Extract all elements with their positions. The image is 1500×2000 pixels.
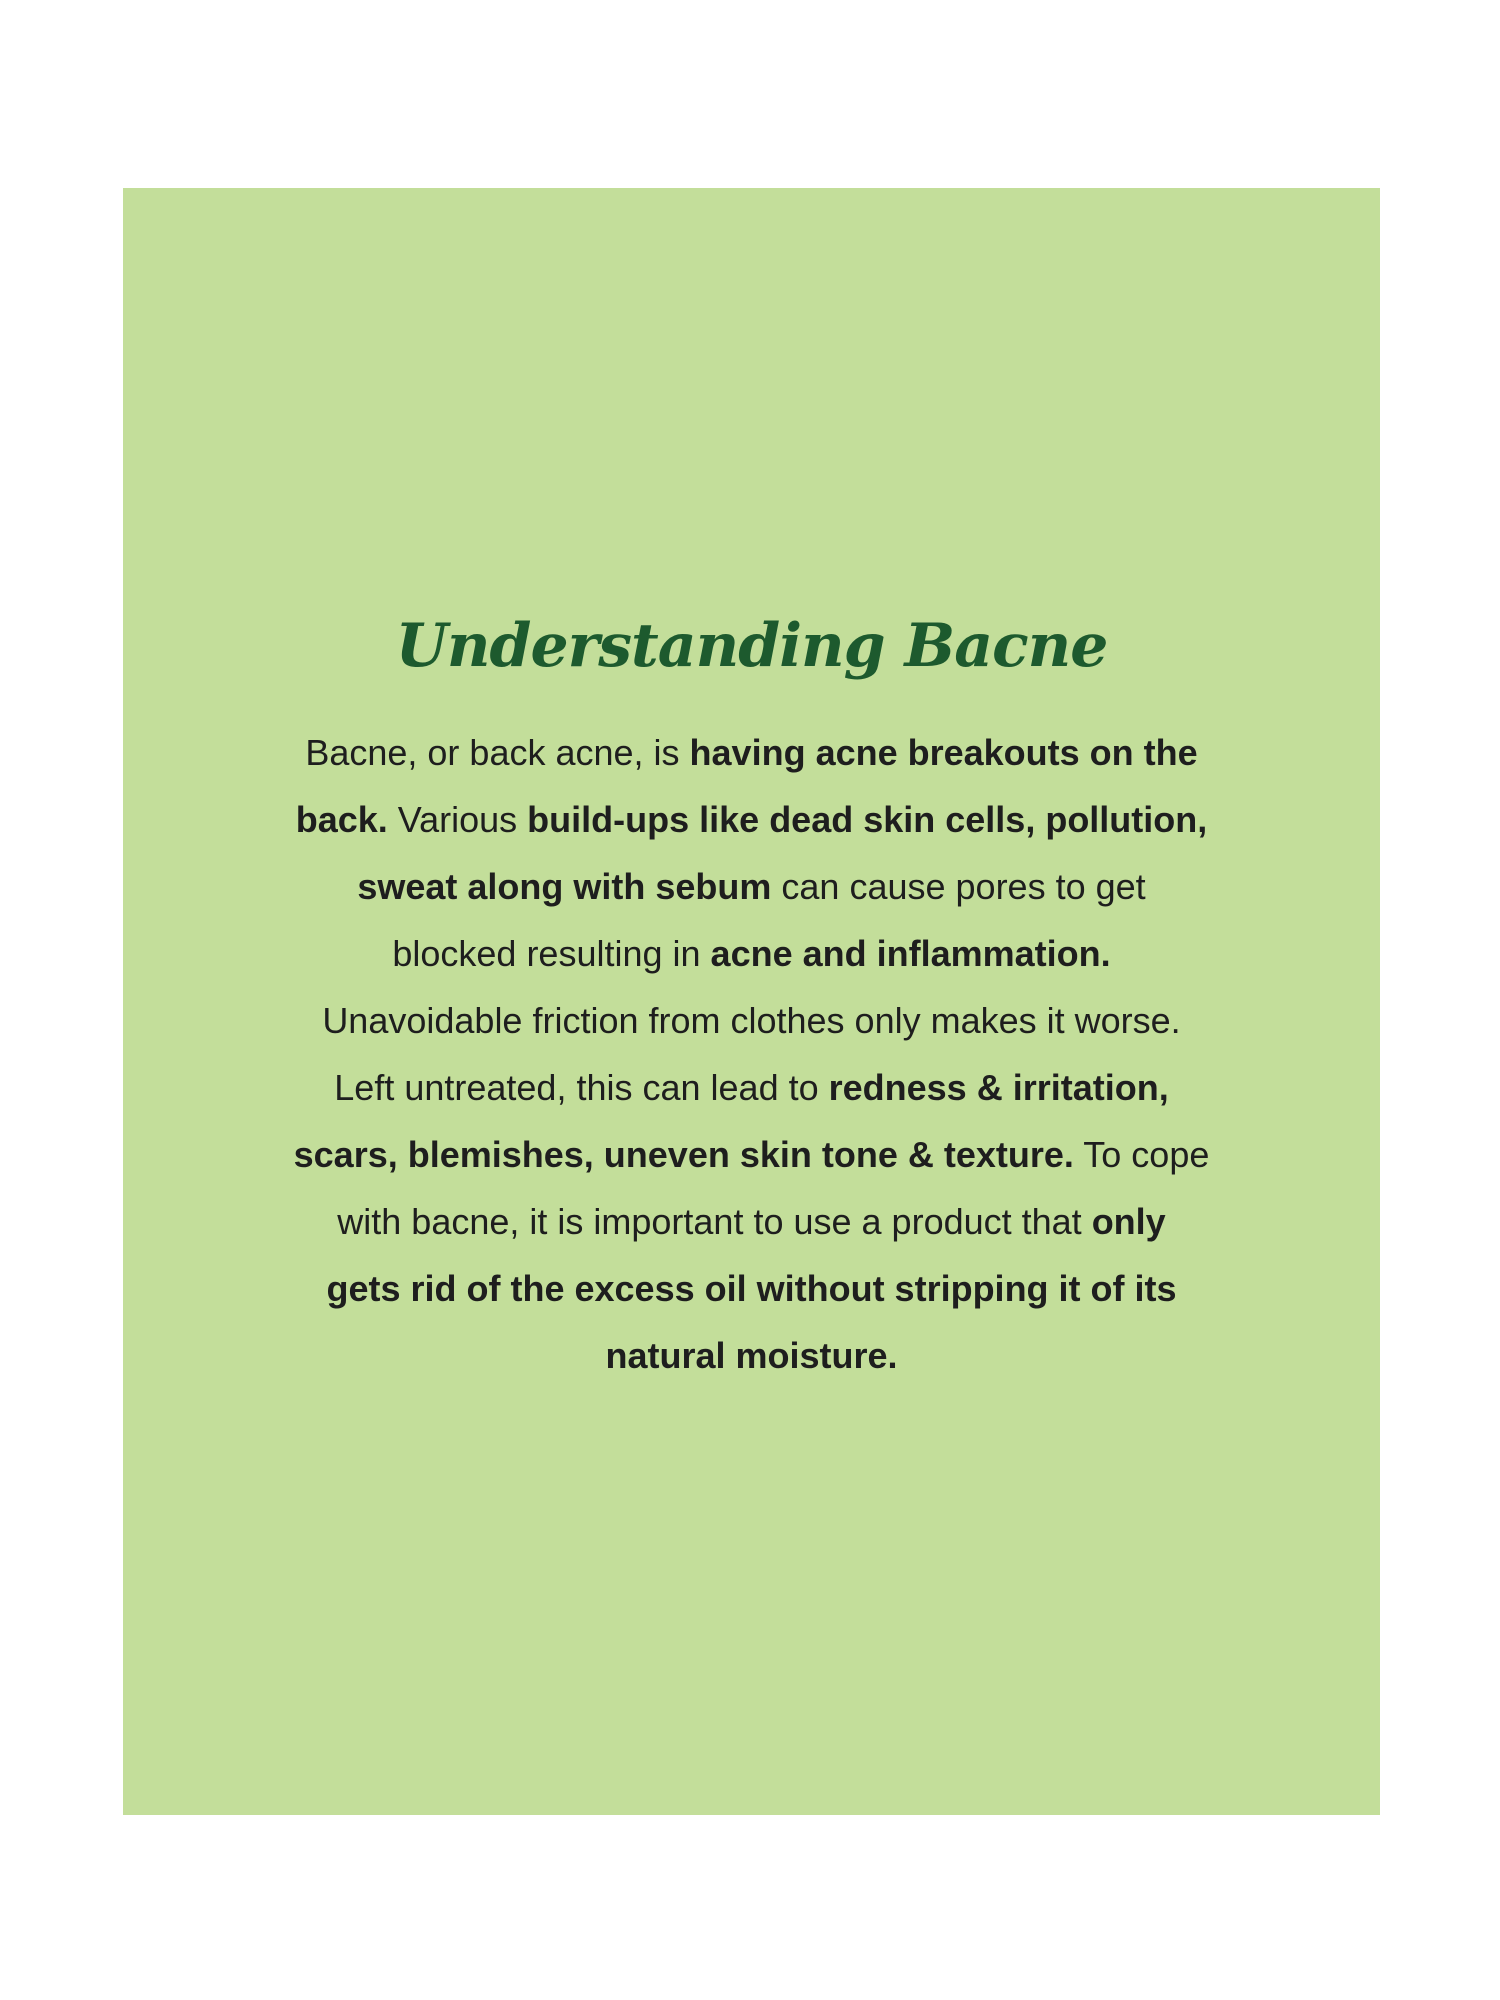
bold-text-run: natural moisture. <box>605 1335 898 1376</box>
text-run: Left untreated, this can lead to <box>334 1067 829 1108</box>
paragraph-line <box>123 1054 1380 1121</box>
bold-text-run: sweat along with sebum <box>357 866 772 907</box>
bold-text-run: scars, blemishes, uneven skin tone & texture. <box>293 1134 1074 1175</box>
bold-text-run: back. <box>295 799 388 840</box>
paragraph-line <box>123 1255 1380 1322</box>
paragraph-line <box>123 786 1380 853</box>
text-run: Unavoidable friction from clothes only makes it worse. <box>322 1000 1181 1041</box>
paragraph-line <box>123 719 1380 786</box>
bold-text-run: only <box>1091 1201 1166 1242</box>
text-run: can cause pores to get <box>771 866 1146 907</box>
text-run: To cope <box>1073 1134 1210 1175</box>
heading: Understanding Bacne <box>395 611 1108 681</box>
paragraph-line <box>123 987 1380 1054</box>
bold-text-run: having acne breakouts on the <box>689 732 1198 773</box>
text-run: with bacne, it is important to use a product that <box>337 1201 1092 1242</box>
body-paragraph <box>123 719 1380 1389</box>
paragraph-line <box>123 920 1380 987</box>
text-run: blocked resulting in <box>392 933 711 974</box>
bold-text-run: gets rid of the excess oil without stripping it of its <box>326 1268 1177 1309</box>
bold-text-run: build-ups like dead skin cells, pollution, <box>527 799 1208 840</box>
info-panel <box>123 188 1380 1815</box>
text-run: Bacne, or back acne, is <box>305 732 690 773</box>
paragraph-line <box>123 1188 1380 1255</box>
bold-text-run: acne and inflammation. <box>710 933 1111 974</box>
paragraph-line <box>123 853 1380 920</box>
text-run: Various <box>387 799 528 840</box>
bold-text-run: redness & irritation, <box>828 1067 1169 1108</box>
paragraph-line <box>123 1322 1380 1389</box>
paragraph-line <box>123 1121 1380 1188</box>
